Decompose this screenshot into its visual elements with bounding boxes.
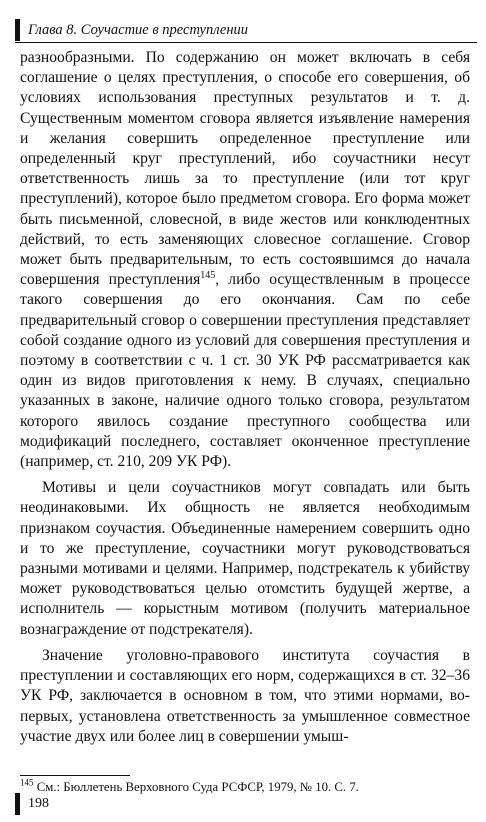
footnote-rule xyxy=(20,775,130,776)
paragraph-1-part-2: , либо осуществленным в процессе такого совершения до его окончания. Сам по себе предварительный сговор о совершении преступления представляет собой создание одного из условий для совершения преступления и поэтому в соответствии с ч. 1 ст. 30 УК РФ рассматривается как один из видов приготовления к нему. В случаях, специально указанных в законе, наличие одного только сговора, результатом которого явилось создание преступного сообщества или модификаций последнего, составляет оконченное преступление (например, ст. 210, 209 УК РФ). xyxy=(20,271,470,471)
header-bar-mark xyxy=(15,19,20,41)
page-number-bar-mark xyxy=(15,793,20,815)
main-text xyxy=(20,48,470,747)
running-header xyxy=(15,19,477,43)
header-rule xyxy=(15,42,477,43)
paragraph-2: Мотивы и цели соучастников могут совпадать или быть неодинаковыми. Их общность не является необходимым признаком соучастия. Объединенные намерением совершить одно и то же преступление, соучастники могут руководствоваться разными мотивами и целями. Например, подстрекатель к убийству может руководствоваться целью отомстить будущей жертве, а исполнитель — корыстным мотивом (получить материальное вознаграждение от подстрекателя). xyxy=(20,479,470,638)
footnote-number: 145 xyxy=(20,777,34,788)
footnote-reference[interactable]: 145 xyxy=(200,270,216,282)
footnote xyxy=(20,779,359,795)
footnote-text: См.: Бюллетень Верховного Суда РСФСР, 1979, № 10. С. 7. xyxy=(33,780,359,794)
paragraph-3: Значение уголовно-правового института соучастия в преступлении и составляющих его норм, содержащихся в ст. 32–36 УК РФ, заключается в основном в том, что этими нормами, во-первых, установлена ответственность за умышленное совместное участие двух или более лиц в совершении умыш- xyxy=(20,646,470,745)
paragraph-1 xyxy=(20,48,470,472)
chapter-title: Глава 8. Соучастие в преступлении xyxy=(28,22,249,38)
page-number: 198 xyxy=(28,796,49,811)
paragraph-1-part-1: разнообразными. По содержанию он может включать в себя соглашение о целях преступления, о способе его совершения, об условиях использования преступных результатов и т. д. Существенным моментом сговора является изъявление намерения и желания совершить определенное преступление или определенный круг преступлений, ибо соучастники несут ответственность лишь за то преступление (или тот круг преступлений), которое было предметом сговора. Его форма может быть письменной, словесной, в виде жестов или конклюдентных действий, то есть заменяющих словесное соглашение. Сговор может быть предварительным, то есть состоявшимся до начала совершения преступления xyxy=(20,49,470,289)
